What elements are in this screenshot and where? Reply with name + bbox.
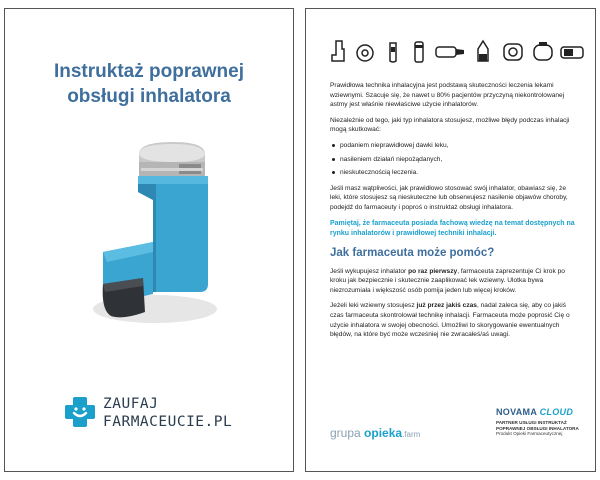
error-bullets [330,141,576,178]
bullet-item: nasileniem działań niepożądanych, [330,155,576,165]
logo-line-2: FARMACEUCIE.PL [103,414,233,430]
title-line-2: obsługi inhalatora [67,86,231,107]
title-line-1: Instruktaż poprawnej [53,61,245,82]
grupa-opieka-logo: grupa opieka.farm [330,426,421,440]
bullet-item: nieskutecznością leczenia. [330,168,576,178]
inhaler-types-icons [324,39,586,67]
turbuhaler-icon [472,39,494,65]
inhaler-icon [326,39,348,65]
partner-line-1: PARTNER USŁUGI INSTRUKTAŻ [496,420,567,425]
article-body [330,81,576,346]
easyhaler-icon [530,39,556,65]
highlight-note: Pamiętaj, że farmaceuta posiada fachową wiedzę na temat dostępnych na rynku inhalatorów i prawidłowej techniki inhalacji. [330,219,575,238]
section-heading: Jak farmaceuta może pomóc? [330,246,495,259]
inhaler-illustration [83,134,223,334]
document-title [5,59,293,109]
intro-paragraph: Prawidłowa technika inhalacyjna jest podstawą skuteczności leczenia lekami wziewnymi. Szacuje się, że nawet u 80% pacjentów przyczyną niekontrolowanej astmy jest właśnie niewłaściwe użycie inhalatorów. [330,82,565,109]
spacer-icon [558,39,586,65]
partner-line-2: POPRAWNEJ OBSŁUGI INHALATORA [496,425,579,431]
novama-cloud-logo: NOVAMA CLOUD PARTNER USŁUGI INSTRUKTAŻ POPRAWNEJ OBSŁUGI INHALATORA Produkt Opieki Farmaceutycznej [496,407,591,437]
bullet-item: podaniem nieprawidłowej dawki leku, [330,141,576,151]
partner-line-3: Produkt Opieki Farmaceutycznej [496,431,563,437]
pressurized-inhaler-icon [408,39,430,65]
logo-line-1: ZAUFAJ [103,396,159,412]
help-paragraph-1: Jeśli wykupujesz inhalator po raz pierwszy, farmaceuta zaprezentuje Ci krok po kroku jak bezpiecznie i skutecznie zaaplikować lek wziewny. Ulotka bywa niezrozumiała i większość osób pomija jeden lub więcej kroków. [330,267,565,294]
disk-inhaler-icon [354,39,376,65]
capsule-inhaler-icon [382,39,404,65]
info-page [305,8,596,472]
zaufaj-farmaceucie-logo [63,389,233,439]
cover-page [4,8,294,472]
help-paragraph-2: Jeżeli leki wziewny stosujesz już przez jakiś czas, nadal zaleca się, aby co jakiś czas farmaceuta skontrolował technikę inhalacji. Farmaceuta może poprosić Cię o użycie inhalatora w swojej obecności. Umożliwi to skorygowanie ewentualnych błędów, na które być może wcześniej nie zwracałeś/aś uwagi. [330,302,570,339]
errors-intro: Niezależnie od tego, jaki typ inhalatora stosujesz, możliwe błędy podczas inhalacji mogą skutkować: [330,116,570,134]
doubt-paragraph: Jeśli masz wątpliwości, jak prawidłowo stosować swój inhalator, obawiasz się, że leki, które stosujesz są nieskuteczne lub obserwujesz nasilenie objawów choroby, podejdź do farmaceuty i poproś o instruktaż obsługi inhalatora. [330,184,568,211]
breath-actuated-inhaler-icon [434,39,468,65]
medical-cross-icon [63,395,97,429]
nebulizer-mask-icon [500,39,526,65]
